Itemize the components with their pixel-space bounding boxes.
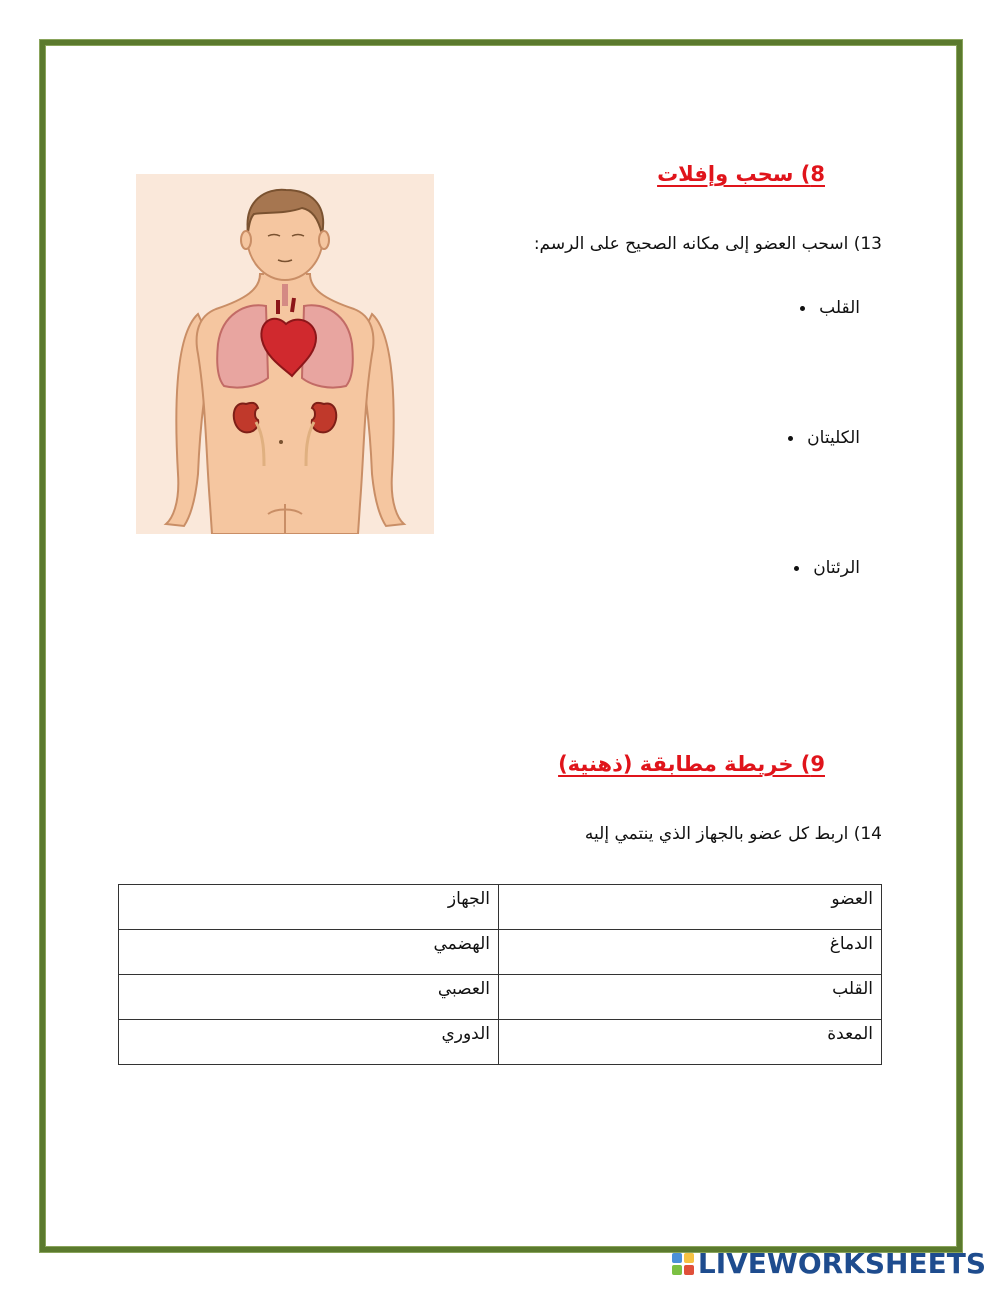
matching-table [118, 884, 882, 1065]
table-row[interactable] [119, 1020, 882, 1065]
brand-name: LIVEWORKSHEETS [697, 1247, 986, 1280]
question-13: 13) اسحب العضو إلى مكانه الصحيح على الرسم: [533, 234, 882, 254]
table-header-organ: العضو [499, 885, 882, 930]
section-8-title: 8) سحب وإفلات [657, 162, 825, 186]
table-row[interactable] [119, 975, 882, 1020]
human-body-organs-illustration[interactable] [136, 174, 434, 534]
drag-item-label: الرئتان [813, 558, 860, 578]
liveworksheets-logo-icon [672, 1253, 694, 1275]
table-cell-organ[interactable]: المعدة [499, 1020, 882, 1065]
table-header-row [119, 885, 882, 930]
table-cell-organ[interactable]: القلب [499, 975, 882, 1020]
body-drawing [136, 174, 434, 534]
table-cell-system[interactable]: الهضمي [119, 930, 499, 975]
drag-item-label: الكليتان [807, 428, 860, 448]
drag-item-kidneys[interactable] [788, 428, 860, 448]
bullet-icon [788, 436, 793, 441]
section-9-title: 9) خريطة مطابقة (ذهنية) [558, 752, 825, 776]
bullet-icon [794, 566, 799, 571]
table-cell-system[interactable]: العصبي [119, 975, 499, 1020]
drag-item-lungs[interactable] [794, 558, 860, 578]
table-cell-organ[interactable]: الدماغ [499, 930, 882, 975]
table-row[interactable] [119, 930, 882, 975]
drag-item-heart[interactable] [800, 298, 860, 318]
table-cell-system[interactable]: الدوري [119, 1020, 499, 1065]
question-14: 14) اربط كل عضو بالجهاز الذي ينتمي إليه [584, 824, 882, 844]
bullet-icon [800, 306, 805, 311]
liveworksheets-brand [672, 1247, 986, 1280]
table-header-system: الجهاز [119, 885, 499, 930]
drag-item-label: القلب [819, 298, 860, 318]
